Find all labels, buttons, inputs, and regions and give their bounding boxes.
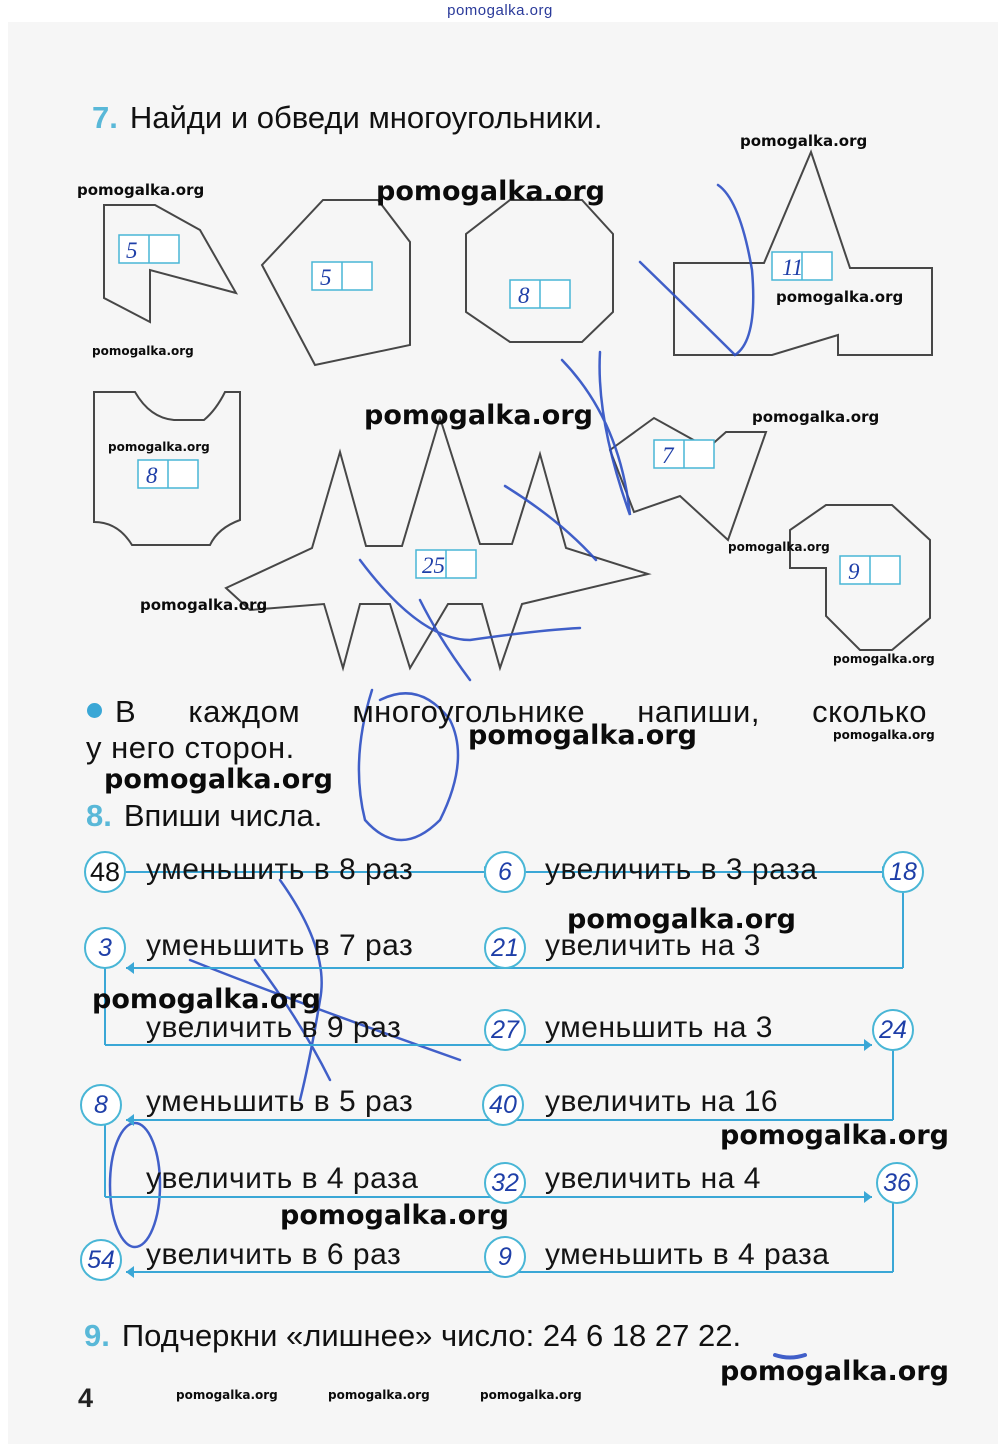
watermark: pomogalka.org — [468, 720, 697, 751]
row6-mid: 9 — [484, 1236, 526, 1278]
task8-title: Впиши числа. — [123, 798, 323, 833]
task7-bullet-line2: у него сторон. — [86, 730, 295, 765]
row5-op1: увеличить в 4 раза — [146, 1162, 419, 1195]
watermark: pomogalka.org — [740, 132, 868, 150]
watermark: pomogalka.org — [328, 1388, 430, 1402]
watermark: pomogalka.org — [140, 596, 268, 614]
watermark: pomogalka.org — [480, 1388, 582, 1402]
answer-polygon-5: 8 — [146, 463, 158, 488]
watermark: pomogalka.org — [720, 1356, 949, 1387]
row3-op1: увеличить в 9 раз — [146, 1011, 402, 1044]
watermark: pomogalka.org — [108, 440, 210, 454]
watermark: pomogalka.org — [728, 540, 830, 554]
task8-number: 8. — [86, 798, 112, 833]
row5-end: 36 — [876, 1162, 918, 1204]
polygon-7 — [610, 418, 766, 540]
row2-start: 3 — [84, 927, 126, 969]
watermark: pomogalka.org — [92, 344, 194, 358]
watermark: pomogalka.org — [567, 904, 796, 935]
watermark: pomogalka.org — [752, 408, 880, 426]
answer-polygon-3: 8 — [518, 283, 530, 308]
row6-op1: увеличить в 6 раз — [146, 1238, 402, 1271]
row5-op2: увеличить на 4 — [545, 1162, 761, 1195]
watermark: pomogalka.org — [92, 984, 321, 1015]
row2-op2: увеличить на 3 — [545, 929, 761, 962]
row2-mid: 21 — [484, 927, 526, 969]
watermark: pomogalka.org — [176, 1388, 278, 1402]
watermark: pomogalka.org — [376, 176, 605, 207]
task7-bullet-line1: В каждом многоугольнике напиши, сколько — [115, 694, 927, 729]
task8-heading — [86, 798, 322, 834]
row3-op2: уменьшить на 3 — [545, 1011, 773, 1044]
task9-number: 9. — [84, 1318, 110, 1353]
row3-end: 24 — [872, 1009, 914, 1051]
watermark: pomogalka.org — [833, 728, 935, 742]
bullet-dot — [87, 703, 102, 718]
row1-op1: уменьшить в 8 раз — [146, 853, 414, 886]
row2-op1: уменьшить в 7 раз — [146, 929, 414, 962]
row4-start: 8 — [80, 1084, 122, 1126]
top-site-label: pomogalka.org — [447, 2, 553, 19]
row5-mid: 32 — [484, 1162, 526, 1204]
watermark: pomogalka.org — [104, 764, 333, 795]
row1-end: 18 — [882, 851, 924, 893]
answer-polygon-4: 11 — [782, 255, 804, 280]
polygon-3 — [466, 200, 613, 342]
row1-op2: увеличить в 3 раза — [545, 853, 818, 886]
watermark: pomogalka.org — [720, 1120, 949, 1151]
task9-heading — [84, 1318, 741, 1354]
task9-text: Подчеркни «лишнее» число: 24 6 18 27 22. — [121, 1318, 742, 1353]
page-number: 4 — [78, 1383, 94, 1413]
row4-mid: 40 — [482, 1084, 524, 1126]
answer-polygon-8: 9 — [848, 559, 860, 584]
answer-polygon-6: 7 — [662, 443, 674, 468]
row1-mid: 6 — [484, 851, 526, 893]
row4-op1: уменьшить в 5 раз — [146, 1085, 414, 1118]
watermark: pomogalka.org — [776, 288, 904, 306]
row3-mid: 27 — [484, 1009, 526, 1051]
row1-start: 48 — [84, 851, 126, 893]
row4-op2: увеличить на 16 — [545, 1085, 779, 1118]
row6-start: 54 — [80, 1239, 122, 1281]
watermark: pomogalka.org — [364, 400, 593, 431]
task7-title: Найди и обведи многоугольники. — [129, 100, 603, 135]
row6-op2: уменьшить в 4 раза — [545, 1238, 830, 1271]
watermark: pomogalka.org — [77, 181, 205, 199]
answer-polygon-7: 25 — [422, 553, 445, 578]
watermark: pomogalka.org — [833, 652, 935, 666]
watermark: pomogalka.org — [280, 1200, 509, 1231]
answer-polygon-1: 5 — [126, 238, 138, 263]
task7-number: 7. — [92, 100, 118, 135]
answer-polygon-2: 5 — [320, 265, 332, 290]
